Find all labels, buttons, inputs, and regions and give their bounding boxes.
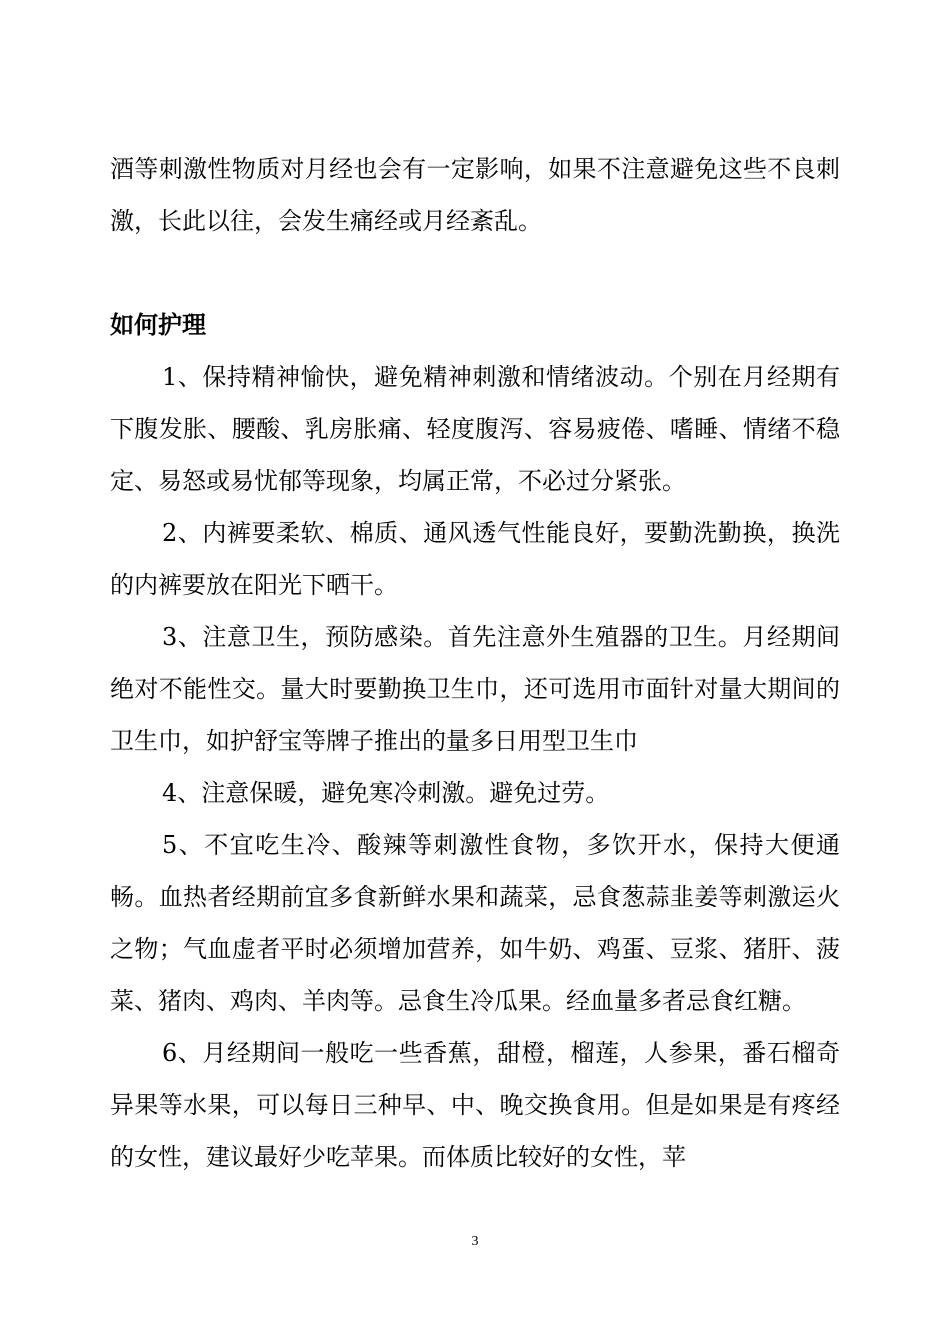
- care-item-2: 2、内裤要柔软、棉质、通风透气性能良好，要勤洗勤换，换洗的内裤要放在阳光下晒干。: [110, 519, 840, 599]
- page-number: 3: [471, 1234, 479, 1249]
- care-section: [110, 299, 840, 1183]
- care-item-5: 5、不宜吃生冷、酸辣等刺激性食物，多饮开水，保持大便通畅。血热者经期前宜多食新鲜水果和蔬菜，忌食葱蒜韭姜等刺激运火之物；气血虚者平时必须增加营养，如牛奶、鸡蛋、豆浆、猪肝、菠菜、猪肉、鸡肉、羊肉等。忌食生冷瓜果。经血量多者忌食红糖。: [110, 831, 840, 1015]
- intro-block: [110, 143, 840, 247]
- section-heading: 如何护理: [110, 310, 206, 339]
- care-item-4: 4、注意保暖，避免寒冷刺激。避免过劳。: [162, 779, 610, 807]
- care-item-3: 3、注意卫生，预防感染。首先注意外生殖器的卫生。月经期间绝对不能性交。量大时要勤换卫生巾，还可选用市面针对量大期间的卫生巾，如护舒宝等牌子推出的量多日用型卫生巾: [110, 623, 840, 755]
- care-item-1: 1、保持精神愉快，避免精神刺激和情绪波动。个别在月经期有下腹发胀、腰酸、乳房胀痛、轻度腹泻、容易疲倦、嗜睡、情绪不稳定、易怒或易忧郁等现象，均属正常，不必过分紧张。: [110, 363, 840, 495]
- intro-paragraph: 酒等刺激性物质对月经也会有一定影响，如果不注意避免这些不良刺激，长此以往，会发生痛经或月经紊乱。: [110, 155, 840, 235]
- care-item-6: 6、月经期间一般吃一些香蕉，甜橙，榴莲，人参果，番石榴奇异果等水果，可以每日三种早、中、晚交换食用。但是如果是有疼经的女性，建议最好少吃苹果。而体质比较好的女性，苹: [110, 1039, 840, 1171]
